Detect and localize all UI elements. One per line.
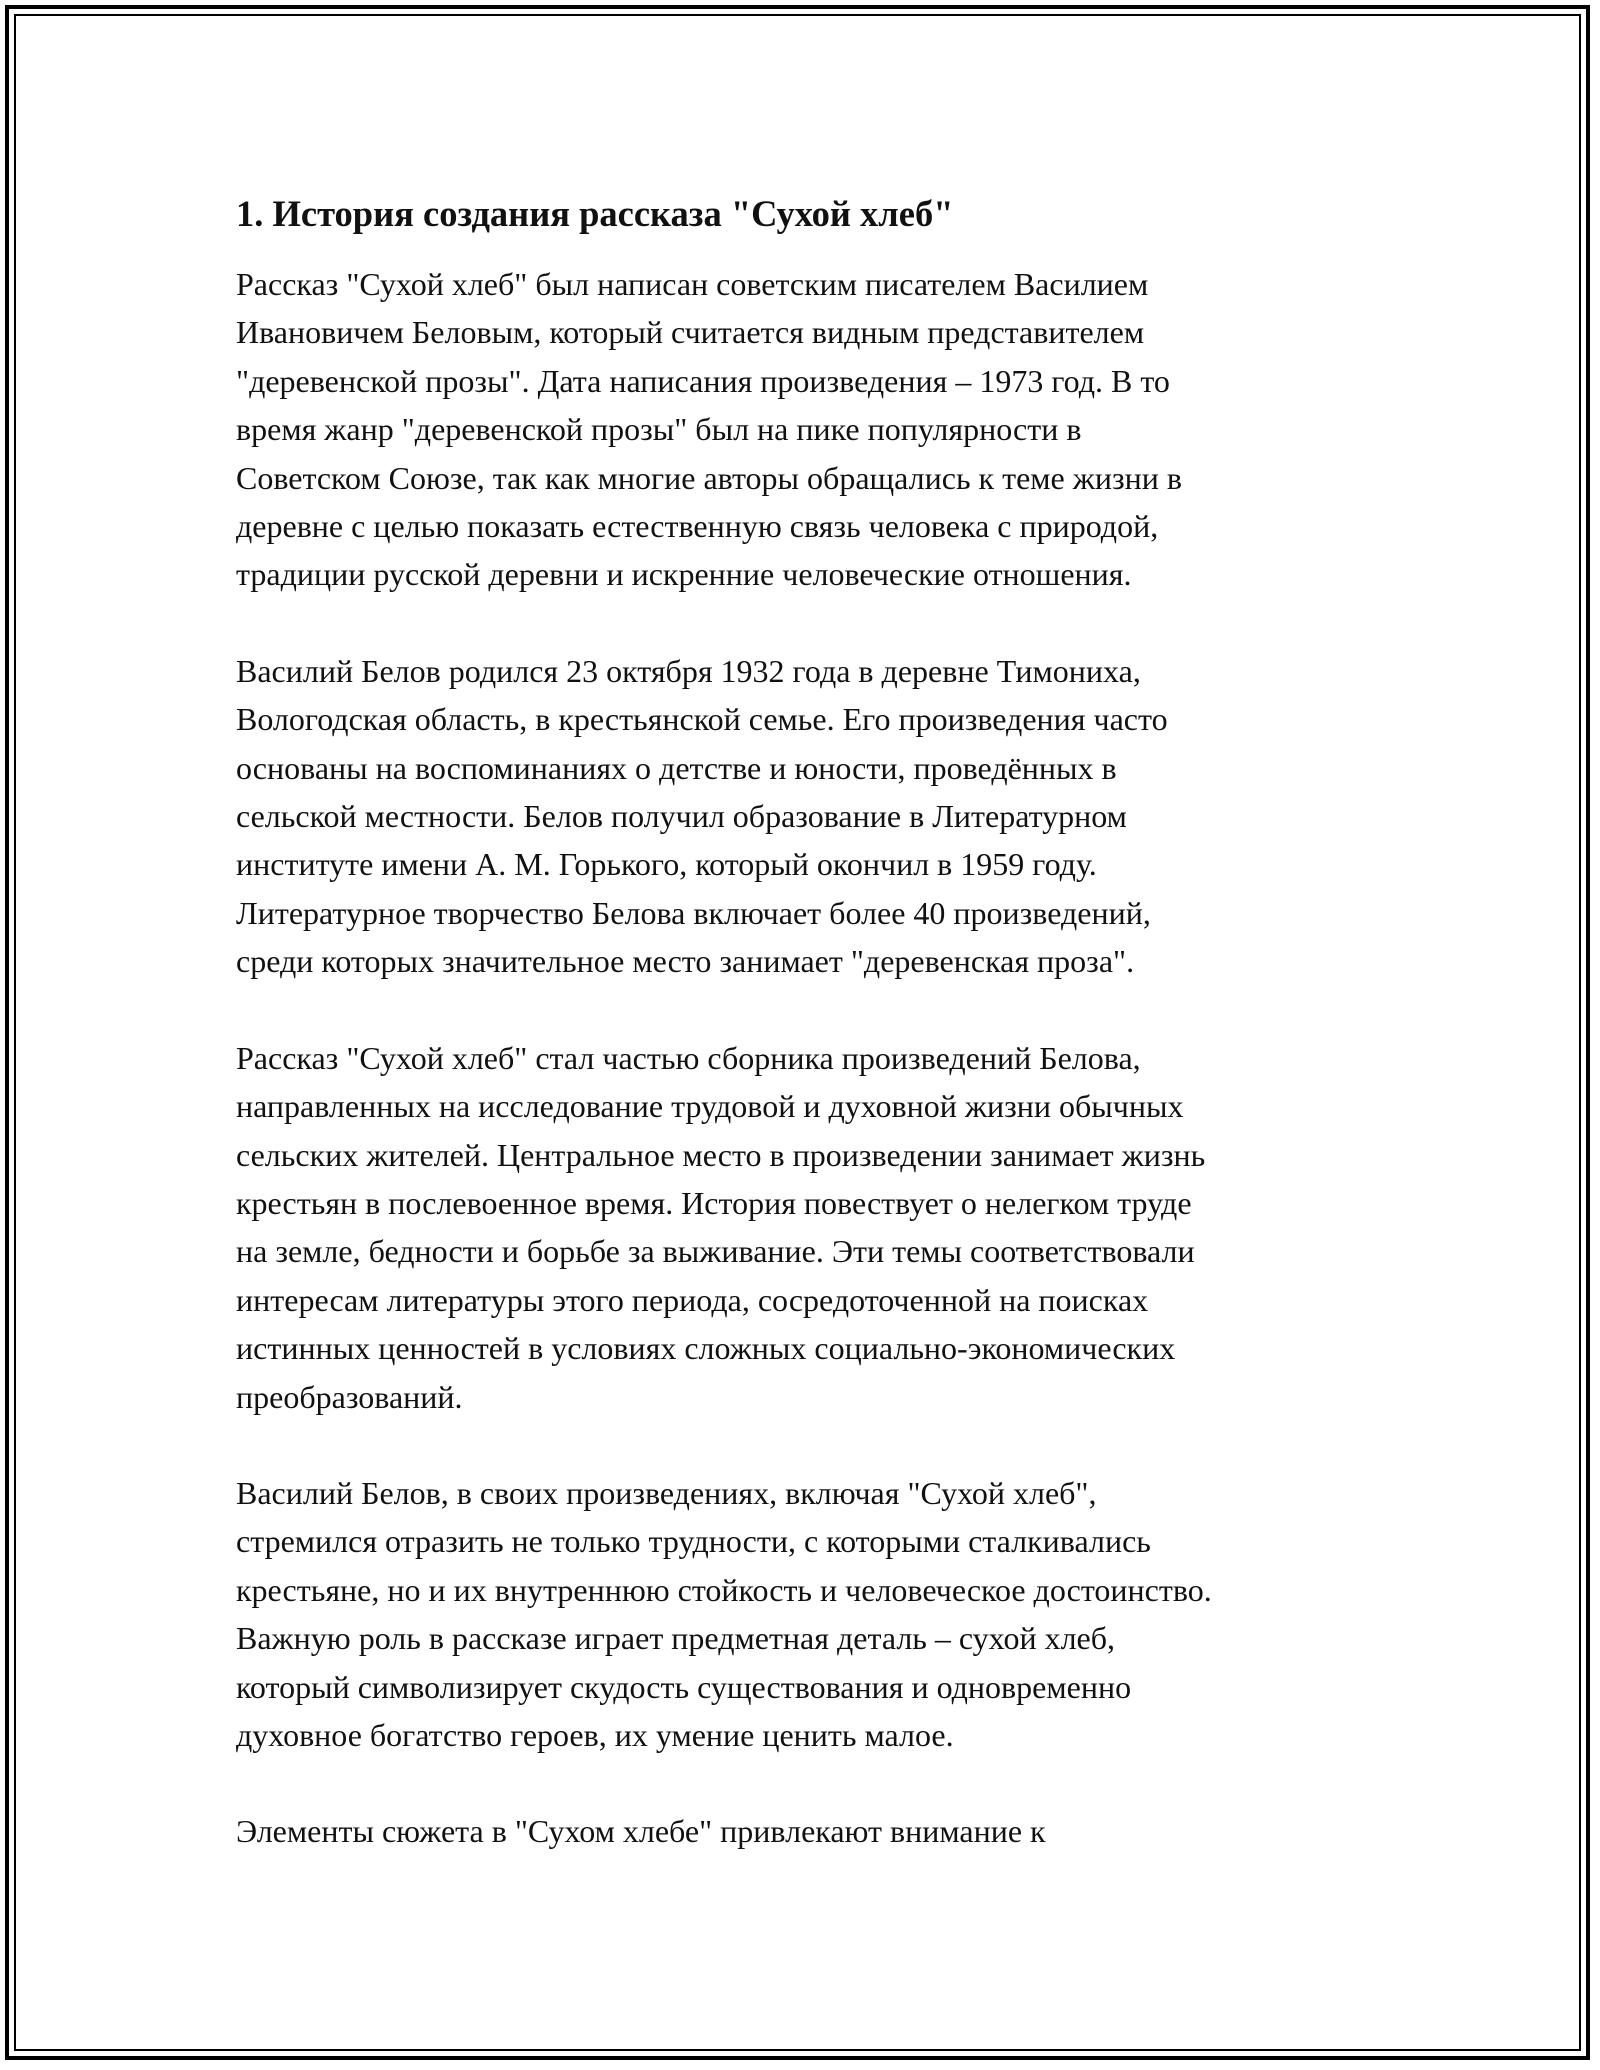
text-line: Василий Белов, в своих произведениях, включая "Сухой хлеб", [236,1474,1097,1511]
text-line: сельских жителей. Центральное место в произведении занимает жизнь [236,1136,1206,1173]
text-line: духовное богатство героев, их умение ценить малое. [236,1716,954,1753]
text-line: деревне с целью показать естественную связь человека с природой, [236,508,1159,545]
paragraph-3 [236,1034,1376,1421]
document-body [236,186,1376,1904]
text-line: институте имени А. М. Горького, который окончил в 1959 году. [236,846,1097,883]
paragraph-1 [236,260,1376,599]
text-line: Советском Союзе, так как многие авторы обращались к теме жизни в [236,459,1182,496]
text-line: сельской местности. Белов получил образование в Литературном [236,798,1127,835]
text-line: крестьян в послевоенное время. История повествует о нелегком труде [236,1184,1192,1221]
text-line: время жанр "деревенской прозы" был на пике популярности в [236,411,1082,448]
text-line: Рассказ "Сухой хлеб" стал частью сборника произведений Белова, [236,1039,1141,1076]
text-line: крестьяне, но и их внутреннюю стойкость и человеческое достоинство. [236,1571,1212,1608]
paragraph-4 [236,1469,1376,1759]
text-line: Важную роль в рассказе играет предметная деталь – сухой хлеб, [236,1620,1116,1657]
text-line: Рассказ "Сухой хлеб" был написан советским писателем Василием [236,266,1149,302]
text-line: среди которых значительное место занимает "деревенская проза". [236,943,1135,980]
text-line: традиции русской деревни и искренние человеческие отношения. [236,556,1132,593]
paragraph-2 [236,647,1376,986]
text-line: истинных ценностей в условиях сложных социально-экономических [236,1330,1176,1367]
text-line: "деревенской прозы". Дата написания произведения – 1973 год. В то [236,362,1170,399]
text-line: стремился отразить не только трудности, с которыми сталкивались [236,1523,1151,1560]
text-line: интересам литературы этого периода, сосредоточенной на поисках [236,1281,1149,1318]
section-heading: 1. История создания рассказа "Сухой хлеб" [236,193,954,234]
paragraph-5 [236,1807,1376,1855]
text-line: Элементы сюжета в "Сухом хлебе" привлекают внимание к [236,1813,1046,1850]
text-line: Василий Белов родился 23 октября 1932 года в деревне Тимониха, [236,652,1141,689]
text-line: Вологодская область, в крестьянской семье. Его произведения часто [236,701,1168,738]
text-line: преобразований. [236,1378,463,1415]
text-line: Ивановичем Беловым, который считается видным представителем [236,314,1145,351]
text-line: Литературное творчество Белова включает более 40 произведений, [236,894,1151,931]
text-line: основаны на воспоминаниях о детстве и юности, проведённых в [236,749,1117,786]
text-line: который символизирует скудость существования и одновременно [236,1668,1132,1705]
text-line: направленных на исследование трудовой и духовной жизни обычных [236,1088,1184,1125]
text-line: на земле, бедности и борьбе за выживание. Эти темы соответствовали [236,1233,1195,1270]
